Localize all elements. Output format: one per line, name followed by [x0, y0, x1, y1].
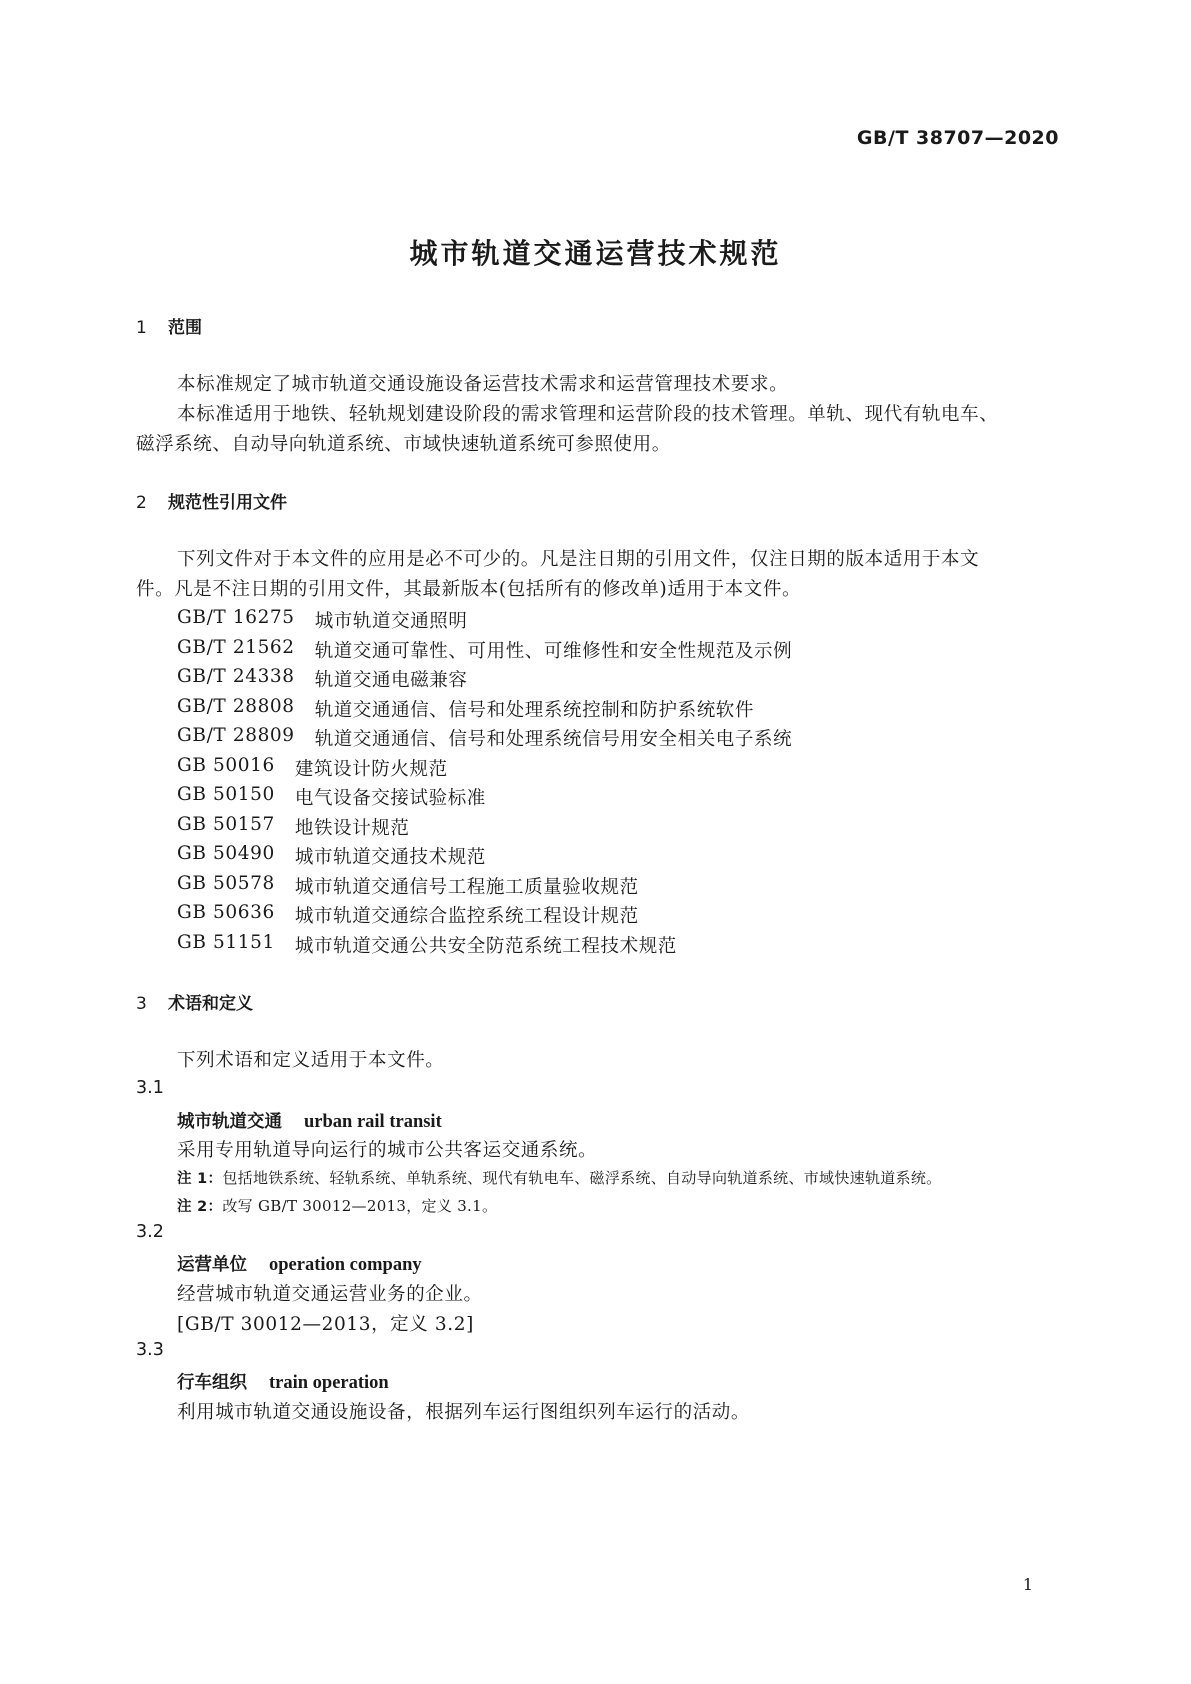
- reference-title: 电气设备交接试验标准: [294, 788, 486, 809]
- term-english: operation company: [269, 1255, 422, 1275]
- note-text: 改写 GB/T 30012—2013，定义 3.1。: [222, 1197, 498, 1215]
- term-chinese: 行车组织: [177, 1373, 247, 1393]
- reference-code: GB/T 24338: [177, 666, 295, 687]
- reference-title: 城市轨道交通信号工程施工质量验收规范: [294, 876, 639, 898]
- document-title: 城市轨道交通运营技术规范: [409, 237, 782, 270]
- term-source: [GB/T 30012—2013，定义 3.2]: [177, 1314, 474, 1335]
- reference-title: 城市轨道交通综合监控系统工程设计规范: [294, 906, 639, 927]
- section-2-heading: [136, 488, 287, 513]
- section-title: 范围: [168, 318, 202, 338]
- reference-item: [177, 666, 468, 692]
- reference-code: GB/T 21562: [177, 636, 295, 658]
- section-number: 3: [136, 994, 147, 1014]
- term-definition: 利用城市轨道交通设施设备，根据列车运行图组织列车运行的活动。: [177, 1402, 751, 1423]
- reference-item: [177, 725, 792, 751]
- term-entry-heading: [177, 1369, 389, 1394]
- scope-paragraph-1: 本标准规定了城市轨道交通设施设备运营技术需求和运营管理技术要求。: [177, 374, 789, 395]
- reference-item: [177, 784, 486, 810]
- section-number: 2: [136, 493, 147, 513]
- term-clause-number: 3.3: [136, 1340, 164, 1360]
- standard-number: GB/T 38707—2020: [856, 127, 1059, 149]
- reference-code: GB 50150: [177, 784, 275, 805]
- references-intro-line-2: 件。凡是不注日期的引用文件，其最新版本(包括所有的修改单)适用于本文件。: [136, 579, 802, 600]
- scope-paragraph-2-line-1: 本标准适用于地铁、轻轨规划建设阶段的需求管理和运营阶段的技术管理。单轨、现代有轨电车、: [177, 404, 999, 425]
- reference-code: GB 50636: [177, 902, 275, 923]
- page-number: 1: [1022, 1575, 1033, 1594]
- references-intro-line-1: 下列文件对于本文件的应用是必不可少的。凡是注日期的引用文件，仅注日期的版本适用于本文: [177, 549, 980, 570]
- reference-item: [177, 902, 639, 928]
- section-title: 术语和定义: [168, 994, 253, 1014]
- reference-title: 建筑设计防火规范: [294, 758, 448, 780]
- terms-intro: 下列术语和定义适用于本文件。: [177, 1050, 445, 1071]
- reference-code: GB/T 28808: [177, 695, 295, 717]
- reference-title: 城市轨道交通技术规范: [294, 847, 486, 868]
- note-label: 注 2：: [177, 1199, 223, 1215]
- reference-item: [177, 696, 754, 722]
- reference-code: GB/T 16275: [177, 607, 295, 628]
- term-note-2: [177, 1195, 497, 1216]
- term-english: train operation: [269, 1373, 389, 1393]
- scope-paragraph-2-line-2: 磁浮系统、自动导向轨道系统、市域快速轨道系统可参照使用。: [136, 434, 671, 455]
- term-english: urban rail transit: [304, 1112, 442, 1132]
- reference-title: 轨道交通通信、信号和处理系统控制和防护系统软件: [314, 699, 754, 721]
- reference-item: [177, 873, 639, 899]
- reference-code: GB 50578: [177, 872, 275, 894]
- term-clause-number: 3.2: [136, 1222, 164, 1242]
- reference-title: 地铁设计规范: [294, 817, 410, 839]
- term-definition: 采用专用轨道导向运行的城市公共客运交通系统。: [177, 1140, 598, 1161]
- reference-code: GB 50490: [177, 843, 275, 864]
- reference-code: GB 50016: [177, 754, 275, 776]
- reference-title: 轨道交通电磁兼容: [314, 670, 468, 691]
- reference-code: GB/T 28809: [177, 725, 295, 746]
- reference-code: GB 51151: [177, 931, 275, 953]
- section-number: 1: [136, 318, 147, 338]
- term-entry-heading: [177, 1251, 422, 1276]
- term-clause-number: 3.1: [136, 1078, 164, 1098]
- reference-item: [177, 843, 486, 869]
- section-3-heading: [136, 989, 253, 1014]
- reference-item: [177, 755, 448, 781]
- term-chinese: 城市轨道交通: [177, 1112, 282, 1132]
- reference-code: GB 50157: [177, 813, 275, 835]
- reference-item: [177, 814, 410, 840]
- reference-title: 城市轨道交通公共安全防范系统工程技术规范: [294, 935, 677, 957]
- reference-title: 轨道交通通信、信号和处理系统信号用安全相关电子系统: [314, 729, 793, 750]
- reference-title: 城市轨道交通照明: [314, 611, 468, 632]
- term-entry-heading: [177, 1108, 442, 1133]
- reference-item: [177, 607, 468, 633]
- term-note-1: [177, 1167, 941, 1188]
- reference-item: [177, 637, 792, 663]
- reference-title: 轨道交通可靠性、可用性、可维修性和安全性规范及示例: [314, 640, 793, 662]
- section-title: 规范性引用文件: [168, 493, 287, 513]
- note-label: 注 1：: [177, 1171, 223, 1187]
- term-definition: 经营城市轨道交通运营业务的企业。: [177, 1284, 483, 1305]
- section-1-heading: [136, 313, 202, 338]
- reference-item: [177, 932, 677, 958]
- term-chinese: 运营单位: [177, 1255, 247, 1275]
- note-text: 包括地铁系统、轻轨系统、单轨系统、现代有轨电车、磁浮系统、自动导向轨道系统、市域快速轨道系统。: [222, 1169, 942, 1187]
